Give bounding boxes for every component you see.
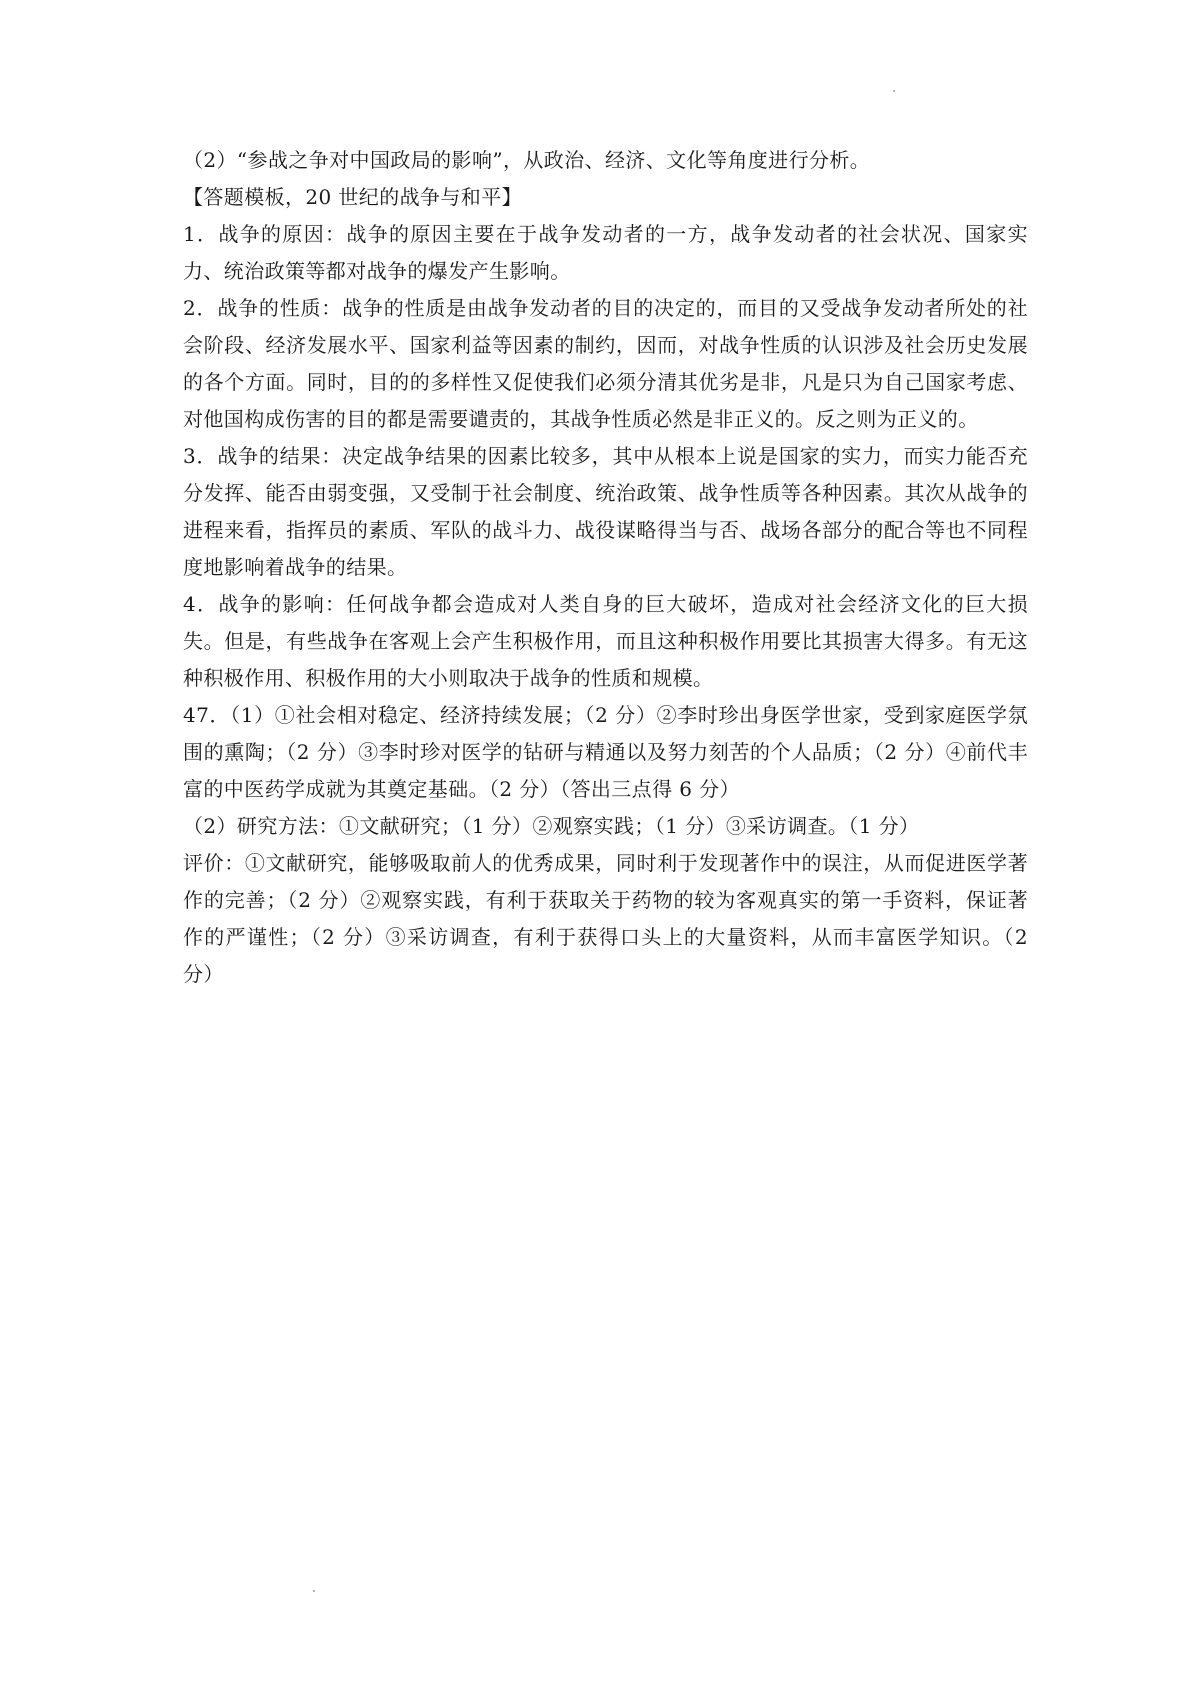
- war-results-paragraph: 3．战争的结果：决定战争结果的因素比较多，其中从根本上说是国家的实力，而实力能否充分发挥、能否由弱变强，又受制于社会制度、统治政策、战争性质等各种因素。其次从战争的进程来看，指挥员的素质、军队的战斗力、战役谋略得当与否、战场各部分的配合等也不同程度地影响着战争的结果。: [183, 444, 1028, 579]
- answer-template-heading: 【答题模板，20 世纪的战争与和平】: [183, 185, 523, 209]
- question-2-prompt: （2）“参战之争对中国政局的影响”，从政治、经济、文化等角度进行分析。: [183, 148, 871, 172]
- scan-mark-top: [893, 90, 895, 92]
- answer-47-part-1: 47．（1）①社会相对稳定、经济持续发展；（2 分）②李时珍出身医学世家，受到家庭医学氛围的熏陶；（2 分）③李时珍对医学的钻研与精通以及努力刻苦的个人品质；（2 分）④前代丰富的中医药学成就为其奠定基础。（2 分）（答出三点得 6 分）: [183, 703, 1028, 801]
- document-body: [183, 142, 1028, 993]
- answer-47-part-2-methods: （2）研究方法：①文献研究；（1 分）②观察实践；（1 分）③采访调查。（1 分）: [183, 814, 920, 838]
- war-impact-paragraph: 4．战争的影响：任何战争都会造成对人类自身的巨大破坏，造成对社会经济文化的巨大损失。但是，有些战争在客观上会产生积极作用，而且这种积极作用要比其损害大得多。有无这种积极作用、积极作用的大小则取决于战争的性质和规模。: [183, 592, 1028, 690]
- scan-mark-bottom: [313, 1590, 315, 1592]
- war-causes-paragraph: 1．战争的原因：战争的原因主要在于战争发动者的一方，战争发动者的社会状况、国家实力、统治政策等都对战争的爆发产生影响。: [183, 222, 1028, 283]
- answer-47-evaluation: 评价：①文献研究，能够吸取前人的优秀成果，同时利于发现著作中的误注，从而促进医学著作的完善；（2 分）②观察实践，有利于获取关于药物的较为客观真实的第一手资料，保证著作的严谨性；（2 分）③采访调查，有利于获得口头上的大量资料，从而丰富医学知识。（2 分）: [183, 851, 1028, 986]
- war-nature-paragraph: 2．战争的性质：战争的性质是由战争发动者的目的决定的，而目的又受战争发动者所处的社会阶段、经济发展水平、国家利益等因素的制约，因而，对战争性质的认识涉及社会历史发展的各个方面。同时，目的的多样性又促使我们必须分清其优劣是非，凡是只为自己国家考虑、对他国构成伤害的目的都是需要谴责的，其战争性质必然是非正义的。反之则为正义的。: [183, 296, 1028, 431]
